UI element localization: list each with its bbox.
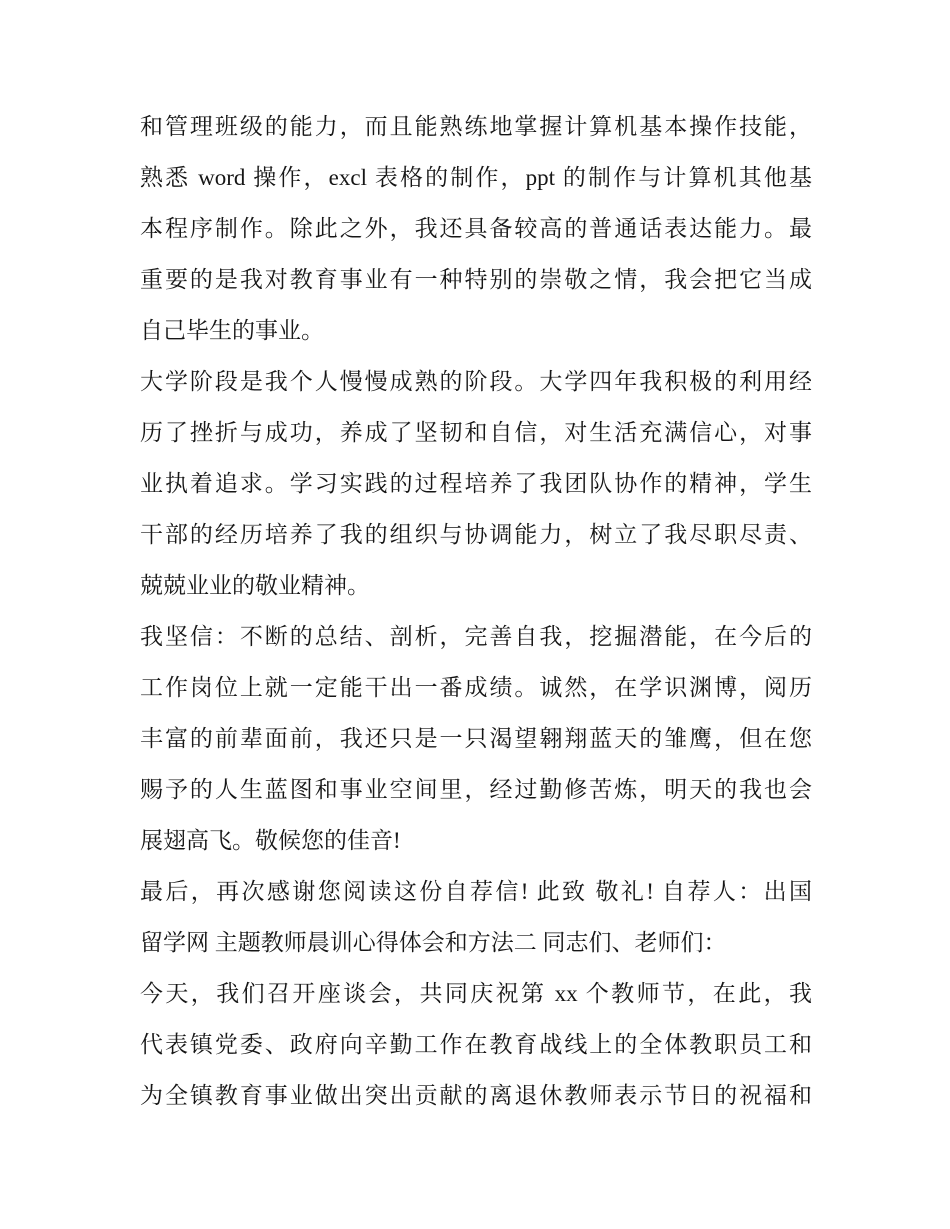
text-line: 展翅高飞。敬候您的佳音!	[140, 828, 401, 853]
text-line: 丰富的前辈面前，我还只是一只渴望翱翔蓝天的雏鹰，但在您	[140, 726, 812, 751]
text-line: 今天，我们召开座谈会，共同庆祝第 xx 个教师节，在此，我	[140, 981, 812, 1006]
text-line: 熟悉 word 操作，excl 表格的制作，ppt 的制作与计算机其他基	[140, 165, 812, 190]
document-body	[140, 101, 812, 1121]
text-line: 赐予的人生蓝图和事业空间里，经过勤修苦炼，明天的我也会	[140, 777, 812, 802]
text-line: 为全镇教育事业做出突出贡献的离退休教师表示节日的祝福和	[140, 1083, 812, 1108]
text-line: 最后，再次感谢您阅读这份自荐信! 此致 敬礼! 自荐人：出国	[140, 879, 812, 904]
text-line: 大学阶段是我个人慢慢成熟的阶段。大学四年我积极的利用经	[140, 369, 812, 394]
text-line: 历了挫折与成功，养成了坚韧和自信，对生活充满信心，对事	[140, 420, 812, 445]
text-line: 业执着追求。学习实践的过程培养了我团队协作的精神，学生	[140, 471, 812, 496]
text-line: 干部的经历培养了我的组织与协调能力，树立了我尽职尽责、	[140, 522, 812, 547]
text-line: 和管理班级的能力，而且能熟练地掌握计算机基本操作技能，	[140, 114, 812, 139]
text-line: 代表镇党委、政府向辛勤工作在教育战线上的全体教职员工和	[140, 1032, 812, 1057]
text-line: 自己毕生的事业。	[140, 318, 324, 343]
text-line: 重要的是我对教育事业有一种特别的崇敬之情，我会把它当成	[140, 267, 812, 292]
text-line: 留学网 主题教师晨训心得体会和方法二 同志们、老师们：	[140, 930, 727, 955]
text-line: 我坚信：不断的总结、剖析，完善自我，挖掘潜能，在今后的	[140, 624, 812, 649]
text-line: 工作岗位上就一定能干出一番成绩。诚然，在学识渊博，阅历	[140, 675, 812, 700]
text-line: 本程序制作。除此之外，我还具备较高的普通话表达能力。最	[140, 216, 812, 241]
text-line: 兢兢业业的敬业精神。	[140, 573, 370, 598]
